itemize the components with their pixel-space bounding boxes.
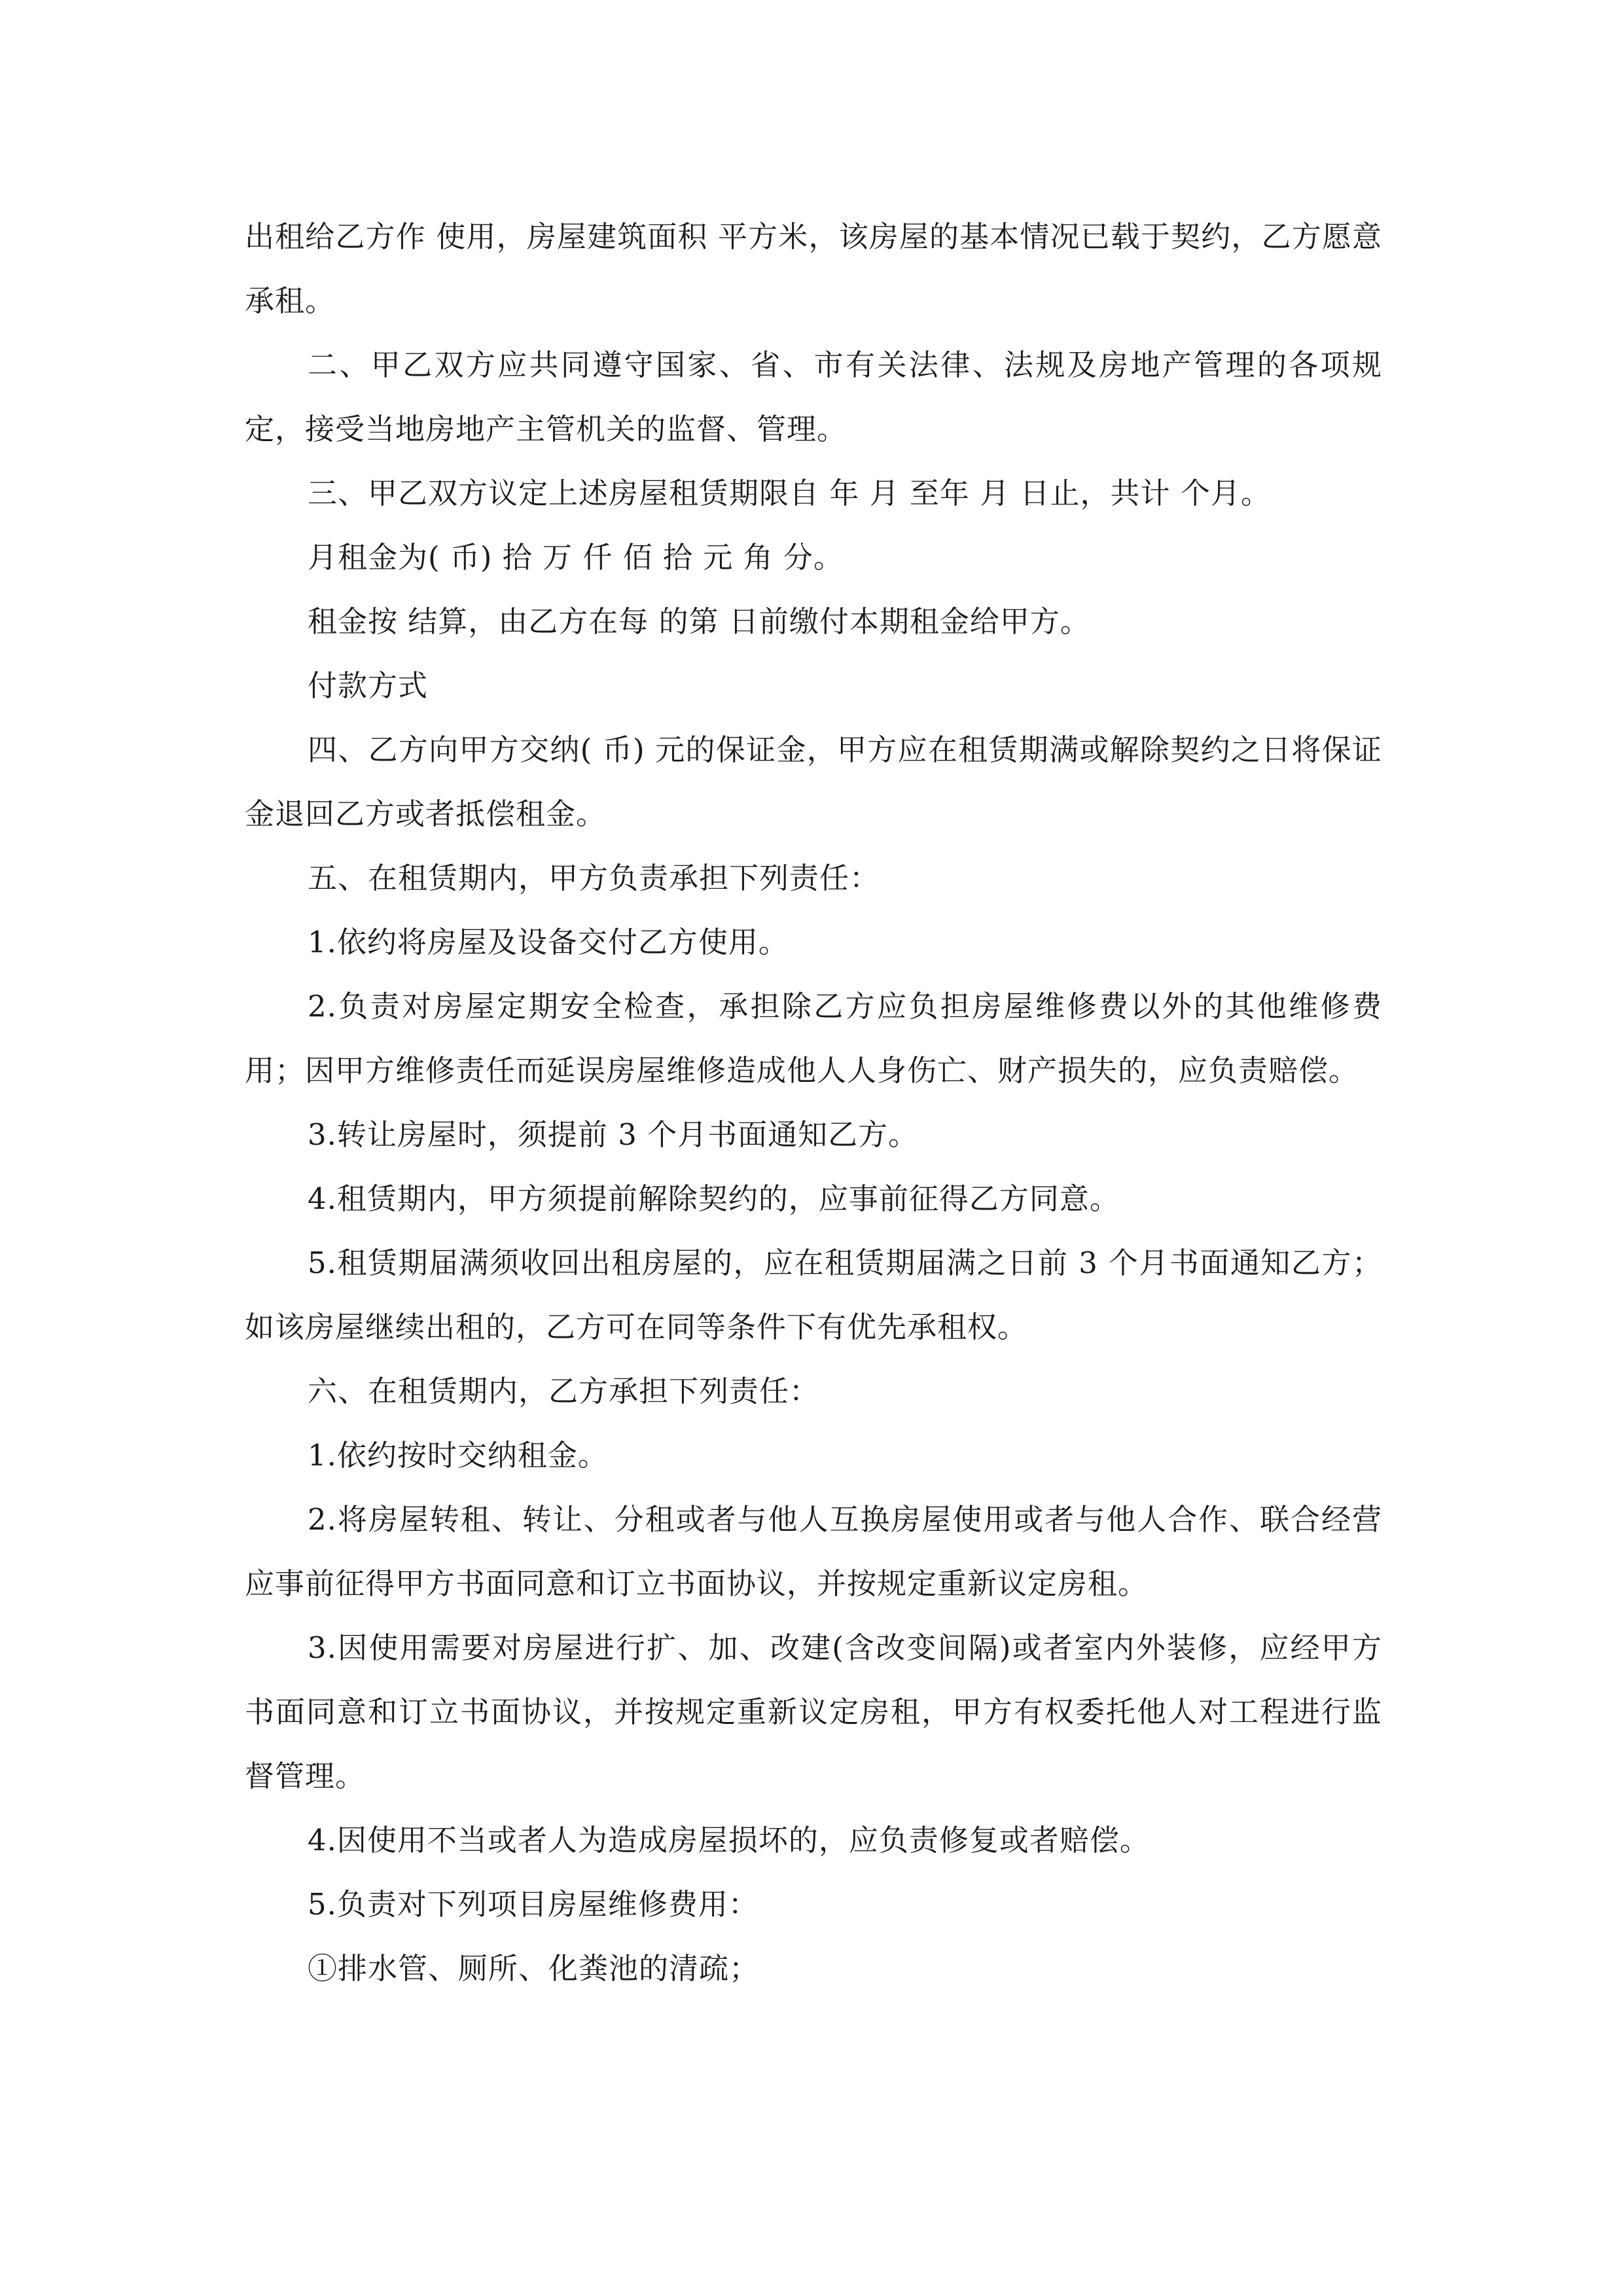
paragraph-clause-6: 六、在租赁期内，乙方承担下列责任：	[308, 1374, 820, 1408]
list-item-6-4: 4.因使用不当或者人为造成房屋损坏的，应负责修复或者赔偿。	[308, 1823, 1150, 1857]
paragraph-monthly-rent: 月租金为( 币) 拾 万 仟 佰 拾 元 角 分。	[308, 540, 844, 575]
paragraph-clause-2: 二、甲乙双方应共同遵守国家、省、市有关法律、法规及房地产管理的各项规定，接受当地房地产主管机关的监督、管理。	[245, 348, 1382, 446]
list-item-6-5-1: ①排水管、厕所、化粪池的清疏；	[308, 1951, 760, 1986]
list-item-6-5: 5.负责对下列项目房屋维修费用：	[308, 1887, 758, 1922]
document-body	[245, 205, 1382, 2001]
paragraph-rent-settlement: 租金按 结算，由乙方在每 的第 日前缴付本期租金给甲方。	[308, 604, 1090, 639]
paragraph-clause-4: 四、乙方向甲方交纳( 币) 元的保证金，甲方应在租赁期满或解除契约之日将保证金退回乙方或者抵偿租金。	[245, 732, 1382, 831]
paragraph-clause-3: 三、甲乙双方议定上述房屋租赁期限自 年 月 至年 月 日止，共计 个月。	[308, 476, 1271, 511]
list-item-5-3: 3.转让房屋时，须提前 3 个月书面通知乙方。	[308, 1117, 919, 1152]
paragraph-payment-method: 付款方式	[308, 668, 429, 703]
list-item-5-4: 4.租赁期内，甲方须提前解除契约的，应事前征得乙方同意。	[308, 1181, 1120, 1216]
list-item-6-1: 1.依约按时交纳租金。	[308, 1438, 608, 1473]
list-item-5-2: 2.负责对房屋定期安全检查，承担除乙方应负担房屋维修费以外的其他维修费用；因甲方维修责任而延误房屋维修造成他人人身伤亡、财产损失的，应负责赔偿。	[245, 989, 1382, 1088]
list-item-5-1: 1.依约将房屋及设备交付乙方使用。	[308, 925, 789, 960]
list-item-5-5: 5.租赁期届满须收回出租房屋的，应在租赁期届满之日前 3 个月书面通知乙方；如该房屋继续出租的，乙方可在同等条件下有优先承租权。	[245, 1246, 1382, 1344]
paragraph-lease-premises: 出租给乙方作 使用，房屋建筑面积 平方米，该房屋的基本情况已载于契约，乙方愿意承租。	[245, 219, 1382, 318]
list-item-6-3: 3.因使用需要对房屋进行扩、加、改建(含改变间隔)或者室内外装修，应经甲方书面同意和订立书面协议，并按规定重新议定房租，甲方有权委托他人对工程进行监督管理。	[245, 1630, 1382, 1793]
list-item-6-2: 2.将房屋转租、转让、分租或者与他人互换房屋使用或者与他人合作、联合经营应事前征得甲方书面同意和订立书面协议，并按规定重新议定房租。	[245, 1502, 1382, 1601]
paragraph-clause-5: 五、在租赁期内，甲方负责承担下列责任：	[308, 861, 880, 895]
